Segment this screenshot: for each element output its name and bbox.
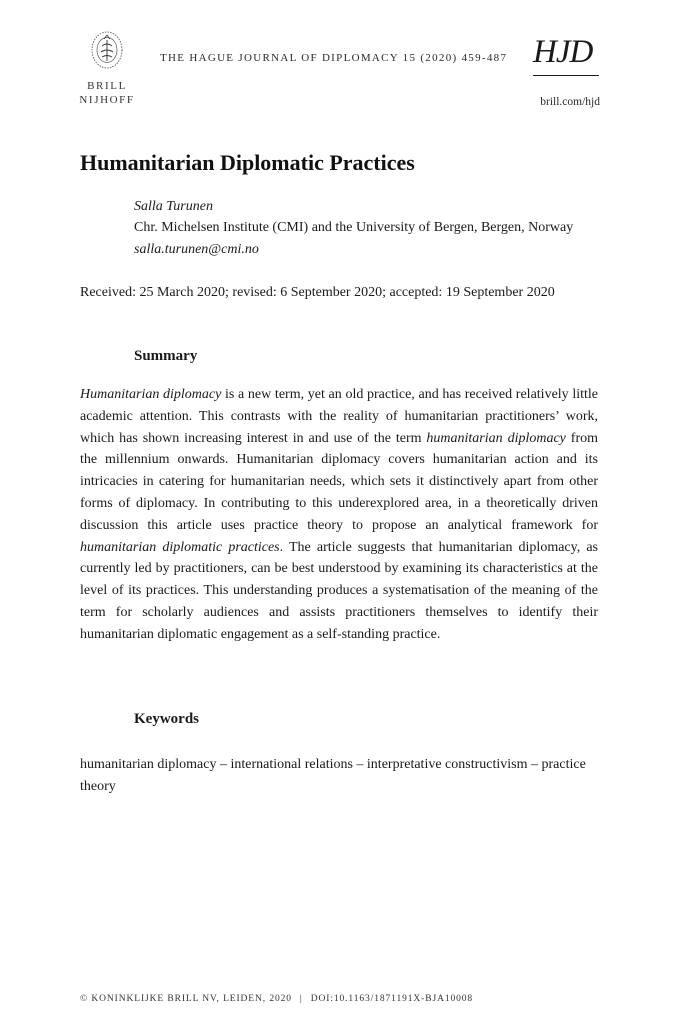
summary-text-1: is a new term, yet an old practice, and has received relatively little academic attention. This contrasts with the reality of humanitarian practitioners’ work, which has shown increasing interest in and use of the term (80, 387, 599, 446)
summary-term-2: humanitarian diplomacy (426, 430, 566, 446)
publisher-name-line2: NIJHOFF (79, 94, 135, 106)
article-dates: Received: 25 March 2020; revised: 6 September 2020; accepted: 19 September 2020 (80, 285, 555, 300)
summary-lead-term: Humanitarian diplomacy (80, 387, 222, 402)
publisher-logo (72, 30, 142, 107)
keywords-text: humanitarian diplomacy – international relations – interpretative constructivism – practice theory (80, 757, 586, 794)
article-title: Humanitarian Diplomatic Practices (80, 150, 415, 175)
journal-citation: THE HAGUE JOURNAL OF DIPLOMACY 15 (2020) 459-487 (160, 52, 508, 64)
journal-logo (533, 36, 592, 69)
page-footer (80, 994, 473, 1004)
summary-text-2: from the millennium onwards. Humanitarian diplomacy covers humanitarian action and its intricacies in catering for humanitarian needs, which sets it distinctively apart from other forms of diplomacy. In contributing to this underexplored area, in a theoretically driven discussion this article uses practice theory to propose an analytical framework for (80, 430, 599, 533)
summary-text-3: . The article suggests that humanitarian diplomacy, as currently led by practitioners, can be best understood by examining its characteristics at the level of its practices. This understanding produces a systematisation of the meaning of the term for scholarly audiences and assists practitioners themselves to identify their humanitarian diplomatic engagement as a self-standing practice. (80, 539, 598, 642)
author-name: Salla Turunen (134, 199, 213, 214)
publisher-name-line1: BRILL (87, 80, 127, 92)
journal-logo-text: HJD (533, 34, 593, 70)
footer-separator: | (299, 994, 303, 1004)
doi-link[interactable]: DOI:10.1163/1871191X-BJA10008 (310, 994, 474, 1004)
summary-text (80, 384, 598, 646)
author-affiliation: Chr. Michelsen Institute (CMI) and the University of Bergen, Bergen, Norway (134, 220, 574, 235)
copyright-notice: © KONINKLIJKE BRILL NV, LEIDEN, 2020 (80, 994, 292, 1004)
summary-term-3: humanitarian diplomatic practices (80, 539, 280, 555)
brill-seal-icon (90, 30, 124, 70)
keywords-heading: Keywords (134, 711, 199, 727)
summary-heading: Summary (134, 348, 198, 364)
journal-logo-rule (533, 75, 599, 76)
journal-url[interactable]: brill.com/hjd (540, 96, 600, 108)
author-email[interactable]: salla.turunen@cmi.no (134, 242, 259, 257)
